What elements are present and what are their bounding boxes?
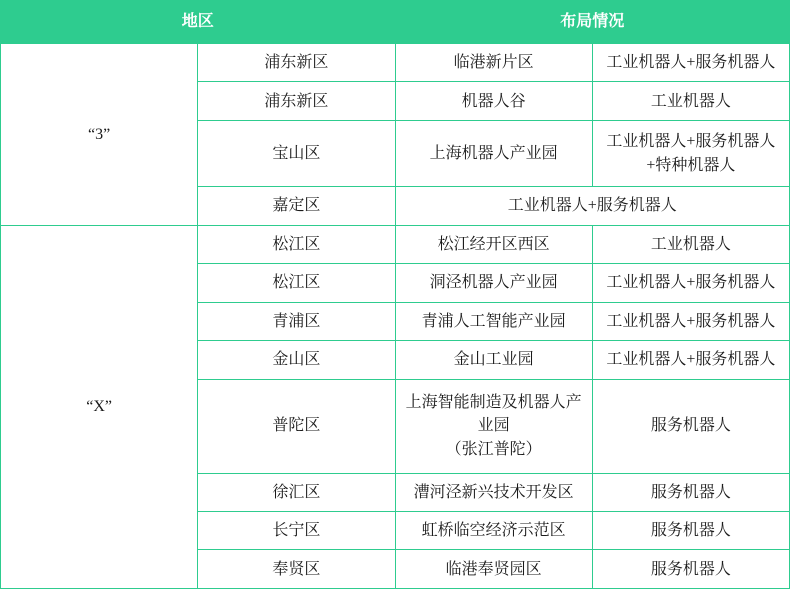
robot-type-cell: 工业机器人+服务机器人	[395, 187, 790, 225]
park-name-line2: （张江普陀）	[445, 440, 542, 458]
column-header-region: 地区	[1, 1, 396, 44]
column-header-layout: 布局情况	[395, 1, 790, 44]
district-cell: 嘉定区	[198, 187, 395, 225]
table-row	[1, 44, 790, 82]
park-cell: 青浦人工智能产业园	[395, 302, 592, 340]
robot-type-cell: 服务机器人	[592, 512, 789, 550]
district-cell: 奉贤区	[198, 550, 395, 589]
park-cell: 松江经开区西区	[395, 225, 592, 263]
park-cell: 虹桥临空经济示范区	[395, 512, 592, 550]
robot-type-cell: 工业机器人+服务机器人	[592, 44, 789, 82]
robot-type-cell: 服务机器人	[592, 473, 789, 511]
table-row	[1, 225, 790, 263]
group-label-3: “3”	[1, 44, 198, 226]
district-cell: 普陀区	[198, 379, 395, 473]
park-cell: 漕河泾新兴技术开发区	[395, 473, 592, 511]
robot-type-cell: 服务机器人	[592, 379, 789, 473]
district-cell: 金山区	[198, 341, 395, 379]
robot-type-cell: 工业机器人+服务机器人	[592, 302, 789, 340]
table-header-row	[1, 1, 790, 44]
park-cell: 机器人谷	[395, 82, 592, 120]
park-cell: 金山工业园	[395, 341, 592, 379]
robot-type-cell: 工业机器人	[592, 82, 789, 120]
park-cell: 洞泾机器人产业园	[395, 264, 592, 302]
table-header	[1, 1, 790, 44]
district-cell: 徐汇区	[198, 473, 395, 511]
park-cell: 上海机器人产业园	[395, 120, 592, 186]
robot-type-cell: 工业机器人+服务机器人+特种机器人	[592, 120, 789, 186]
district-cell: 松江区	[198, 225, 395, 263]
district-cell: 浦东新区	[198, 44, 395, 82]
district-cell: 青浦区	[198, 302, 395, 340]
robot-type-cell: 工业机器人+服务机器人	[592, 264, 789, 302]
park-cell	[395, 379, 592, 473]
park-name-multiline	[402, 391, 586, 461]
robot-type-cell: 工业机器人+服务机器人	[592, 341, 789, 379]
district-cell: 松江区	[198, 264, 395, 302]
park-cell: 临港新片区	[395, 44, 592, 82]
park-name-line1: 上海智能制造及机器人产业园	[405, 394, 582, 435]
district-cell: 浦东新区	[198, 82, 395, 120]
robot-type-cell: 服务机器人	[592, 550, 789, 589]
robot-type-cell: 工业机器人	[592, 225, 789, 263]
district-cell: 宝山区	[198, 120, 395, 186]
district-cell: 长宁区	[198, 512, 395, 550]
park-cell: 临港奉贤园区	[395, 550, 592, 589]
table-body	[1, 44, 790, 589]
group-label-x: “X”	[1, 225, 198, 588]
